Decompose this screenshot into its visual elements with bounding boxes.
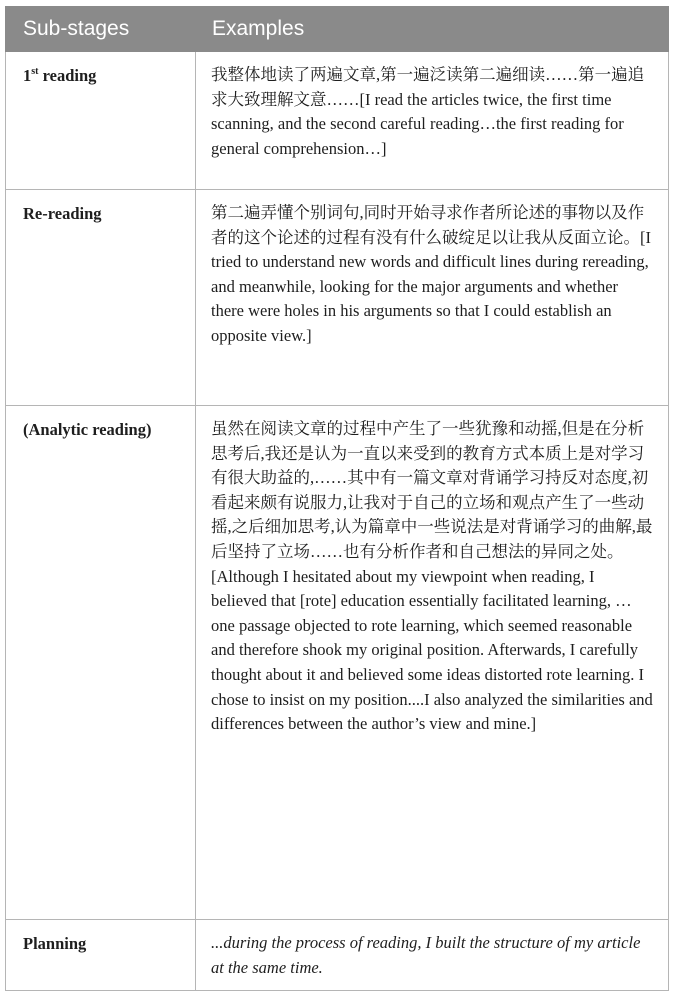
stage-cell-planning: Planning [6,920,196,991]
stage-label: reading [38,66,97,85]
stage-cell-first-reading [6,52,196,190]
table-row [6,406,669,920]
header-row [6,7,669,52]
example-cell: 第二遍弄懂个别词句,同时开始寻求作者所论述的事物以及作者的这个论述的过程有没有什么破绽足以让我从反面立论。[I tried to understand new words and difficult lines during rereading, and meanwhile, looking for the major arguments and whether there were holes in his arguments so that I could establish an opposite view.] [196,190,669,406]
table-row [6,190,669,406]
stage-ordinal: 1 [23,66,32,85]
table-row [6,920,669,991]
stage-cell-analytic-reading: (Analytic reading) [6,406,196,920]
stage-cell-re-reading: Re-reading [6,190,196,406]
header-substages: Sub-stages [6,7,196,52]
stage-ordinal-suffix: st [31,66,39,77]
example-cell: 虽然在阅读文章的过程中产生了一些犹豫和动摇,但是在分析思考后,我还是认为一直以来受到的教育方式本质上是对学习有很大助益的,……其中有一篇文章对背诵学习持反对态度,初看起来颇有说服力,让我对于自己的立场和观点产生了一些动摇,之后细加思考,认为篇章中一些说法是对背诵学习的曲解,最后坚持了立场……也有分析作者和自己想法的异同之处。[Although I hesitated about my viewpoint when reading, I believed that [rote] education essentially facilitated learning, …one passage objected to rote learning, which seemed reasonable and therefore shook my original position. Afterwards, I carefully thought about it and believed some ideas distorted rote learning. I chose to insist on my position....I also analyzed the similarities and differences between the author’s view and mine.] [196,406,669,920]
example-cell: 我整体地读了两遍文章,第一遍泛读第二遍细读……第一遍追求大致理解文意……[I read the articles twice, the first time scanning, and the second careful reading…the first reading for general comprehension…] [196,52,669,190]
header-examples: Examples [196,7,669,52]
substages-table [5,6,669,991]
table-row [6,52,669,190]
example-cell: ...during the process of reading, I built the structure of my article at the same time. [196,920,669,991]
